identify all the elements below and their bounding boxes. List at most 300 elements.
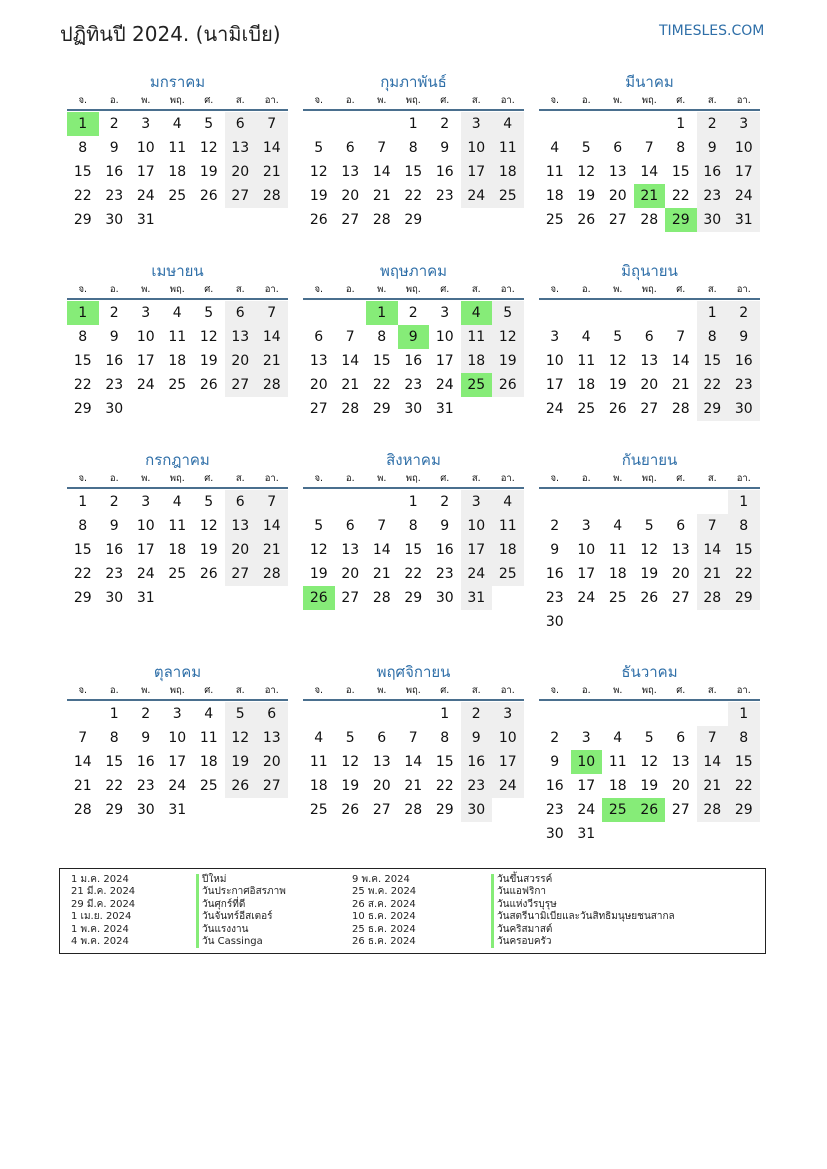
day-cell: 16 (105, 164, 124, 180)
day-cell: 10 (728, 136, 760, 160)
day-cell: 7 (697, 726, 729, 750)
empty-cell (366, 702, 398, 726)
day-cell: 12 (577, 164, 596, 180)
day-cell: 6 (225, 112, 257, 136)
day-cell: 1 (697, 301, 729, 325)
holiday-date: 1 พ.ค. 2024 (71, 923, 129, 935)
day-cell: 31 (461, 586, 493, 610)
empty-cell (634, 301, 666, 325)
day-cell: 25 (309, 802, 328, 818)
holiday-day-cell: 1 (67, 301, 99, 325)
day-cell: 3 (141, 494, 151, 510)
day-cell: 3 (581, 730, 591, 746)
day-cell: 18 (608, 566, 627, 582)
day-cell: 8 (728, 514, 760, 538)
holiday-date: 9 พ.ค. 2024 (352, 874, 410, 885)
day-cell: 16 (136, 754, 155, 770)
day-cell: 2 (728, 301, 760, 325)
day-cell: 2 (109, 305, 119, 321)
holiday-day-cell: 26 (303, 586, 335, 610)
day-cell: 4 (172, 116, 182, 132)
day-cell: 25 (168, 377, 187, 393)
day-cell: 21 (73, 778, 92, 794)
weekday-label: พ. (141, 95, 151, 106)
day-cell: 21 (256, 160, 288, 184)
day-cell: 22 (105, 778, 124, 794)
day-cell: 28 (256, 184, 288, 208)
day-cell: 21 (256, 349, 288, 373)
weekday-label: อา. (736, 284, 751, 295)
day-cell: 6 (225, 490, 257, 514)
day-cell: 2 (109, 116, 119, 132)
weekday-label: ส. (235, 284, 245, 295)
empty-cell (571, 112, 603, 136)
weekday-label: อ. (345, 473, 355, 484)
day-cell: 2 (109, 494, 119, 510)
empty-cell (602, 702, 634, 726)
weekday-label: ศ. (676, 284, 686, 295)
day-cell: 27 (309, 401, 328, 417)
weekday-label: พฤ. (405, 284, 421, 295)
month-block (303, 661, 524, 822)
month-name: ตุลาคม (153, 663, 202, 681)
day-cell: 4 (492, 112, 524, 136)
day-cell: 11 (168, 518, 187, 534)
day-cell: 9 (109, 329, 119, 345)
day-cell: 30 (461, 798, 493, 822)
day-cell: 9 (109, 518, 119, 534)
day-cell: 3 (728, 112, 760, 136)
day-cell: 6 (377, 730, 387, 746)
day-cell: 12 (608, 353, 627, 369)
day-cell: 30 (435, 590, 454, 606)
weekday-label: อ. (581, 95, 591, 106)
holiday-name: วันสตรีนามิเบียและวันสิทธิมนุษยชนสากล (497, 911, 675, 923)
day-cell: 1 (78, 494, 88, 510)
month-name: กันยายน (621, 451, 678, 469)
day-cell: 6 (644, 329, 654, 345)
day-cell: 26 (225, 774, 257, 798)
holiday-names-right (491, 874, 675, 948)
day-cell: 10 (168, 730, 187, 746)
empty-cell (366, 112, 398, 136)
day-cell: 17 (136, 353, 155, 369)
month-name: สิงหาคม (386, 451, 441, 469)
day-cell: 5 (225, 702, 257, 726)
month-block (67, 71, 288, 232)
day-cell: 11 (545, 164, 564, 180)
month-block (67, 449, 288, 610)
month-block (67, 260, 288, 421)
day-cell: 25 (545, 212, 564, 228)
weekday-header (303, 282, 524, 300)
holiday-date: 1 ม.ค. 2024 (71, 874, 129, 885)
day-cell: 20 (671, 566, 690, 582)
empty-cell (303, 490, 335, 514)
day-cell: 17 (728, 160, 760, 184)
holiday-name: วันแห่งวีรบุรุษ (497, 898, 557, 910)
weekday-label: อา. (264, 473, 279, 484)
day-cell: 12 (225, 726, 257, 750)
empty-cell (602, 112, 634, 136)
day-cell: 19 (309, 566, 328, 582)
day-cell: 29 (697, 397, 729, 421)
day-cell: 28 (671, 401, 690, 417)
day-cell: 20 (225, 160, 257, 184)
day-cell: 17 (461, 538, 493, 562)
holiday-day-cell: 9 (398, 325, 430, 349)
day-cell: 6 (345, 140, 355, 156)
day-cell: 18 (168, 542, 187, 558)
weekday-header (539, 471, 760, 489)
day-cell: 24 (492, 774, 524, 798)
day-cell: 5 (204, 116, 214, 132)
day-cell: 15 (372, 353, 391, 369)
day-cell: 27 (225, 373, 257, 397)
weekday-label: จ. (314, 284, 324, 295)
day-cell: 29 (73, 212, 92, 228)
day-cell: 13 (608, 164, 627, 180)
holiday-dates-right (352, 874, 416, 948)
day-cell: 5 (613, 329, 623, 345)
day-cell: 18 (168, 164, 187, 180)
holiday-day-cell: 1 (366, 301, 398, 325)
weekday-label: พฤ. (641, 95, 657, 106)
weekday-label: อ. (345, 685, 355, 696)
day-cell: 19 (225, 750, 257, 774)
day-cell: 6 (256, 702, 288, 726)
day-cell: 25 (199, 778, 218, 794)
day-cell: 19 (199, 353, 218, 369)
weekday-label: พ. (613, 473, 623, 484)
weekday-label: พฤ. (169, 685, 185, 696)
day-cell: 19 (199, 164, 218, 180)
holiday-date: 21 มี.ค. 2024 (71, 886, 136, 898)
day-cell: 14 (697, 538, 729, 562)
day-cell: 16 (461, 750, 493, 774)
day-cell: 3 (461, 490, 493, 514)
day-cell: 28 (372, 212, 391, 228)
day-cell: 7 (676, 329, 686, 345)
weekday-label: จ. (550, 95, 560, 106)
day-cell: 9 (440, 140, 450, 156)
day-cell: 30 (697, 208, 729, 232)
weekday-header (539, 93, 760, 111)
weekday-label: จ. (314, 95, 324, 106)
weekday-label: พ. (613, 95, 623, 106)
day-cell: 25 (608, 590, 627, 606)
day-cell: 29 (404, 212, 423, 228)
day-cell: 22 (404, 188, 423, 204)
month-block (539, 71, 760, 232)
day-cell: 10 (136, 518, 155, 534)
day-cell: 21 (697, 774, 729, 798)
empty-cell (67, 702, 99, 726)
day-cell: 6 (225, 301, 257, 325)
day-cell: 26 (341, 802, 360, 818)
day-cell: 4 (550, 140, 560, 156)
weekday-label: พฤ. (641, 284, 657, 295)
empty-cell (634, 490, 666, 514)
day-cell: 16 (105, 353, 124, 369)
day-cell: 10 (136, 140, 155, 156)
holiday-day-cell: 4 (461, 301, 493, 325)
day-cell: 16 (545, 778, 564, 794)
holiday-name: วันจันทร์อีสเตอร์ (202, 911, 273, 923)
weekday-label: ศ. (204, 473, 214, 484)
day-cell: 13 (225, 136, 257, 160)
day-cell: 24 (461, 184, 493, 208)
holiday-date: 26 ส.ค. 2024 (352, 898, 416, 910)
day-cell: 23 (728, 373, 760, 397)
holiday-names-left (196, 874, 286, 948)
day-cell: 28 (640, 212, 659, 228)
day-cell: 23 (435, 566, 454, 582)
day-cell: 20 (640, 377, 659, 393)
day-cell: 19 (199, 542, 218, 558)
day-cell: 2 (408, 305, 418, 321)
weekday-label: จ. (550, 473, 560, 484)
day-cell: 24 (461, 562, 493, 586)
day-cell: 14 (256, 325, 288, 349)
day-cell: 5 (581, 140, 591, 156)
weekday-header (303, 471, 524, 489)
day-cell: 4 (172, 494, 182, 510)
day-cell: 14 (640, 164, 659, 180)
day-cell: 30 (545, 614, 564, 630)
day-cell: 4 (581, 329, 591, 345)
site-link[interactable]: TIMESLES.COM (659, 23, 765, 39)
empty-cell (634, 702, 666, 726)
day-cell: 27 (640, 401, 659, 417)
day-cell: 31 (577, 826, 596, 842)
day-cell: 7 (408, 730, 418, 746)
weekday-label: ส. (471, 473, 481, 484)
day-cell: 23 (545, 802, 564, 818)
month-name: เมษายน (151, 262, 204, 280)
day-cell: 16 (105, 542, 124, 558)
holiday-day-cell: 10 (571, 750, 603, 774)
day-cell: 18 (461, 349, 493, 373)
day-cell: 19 (640, 778, 659, 794)
weekday-label: จ. (314, 685, 324, 696)
day-cell: 9 (550, 754, 560, 770)
day-cell: 7 (256, 112, 288, 136)
day-cell: 15 (73, 542, 92, 558)
weekday-label: ศ. (440, 284, 450, 295)
day-cell: 21 (256, 538, 288, 562)
weekday-label: อา. (264, 685, 279, 696)
day-cell: 29 (73, 590, 92, 606)
day-cell: 28 (697, 586, 729, 610)
day-cell: 20 (225, 349, 257, 373)
empty-cell (602, 301, 634, 325)
day-cell: 31 (168, 802, 187, 818)
holiday-name: วันแอฟริกา (497, 886, 547, 898)
holiday-day-cell: 1 (67, 112, 99, 136)
empty-cell (303, 301, 335, 325)
empty-cell (602, 490, 634, 514)
weekday-label: จ. (550, 284, 560, 295)
day-cell: 24 (168, 778, 187, 794)
weekday-label: ศ. (440, 685, 450, 696)
weekday-header (303, 683, 524, 701)
day-cell: 29 (372, 401, 391, 417)
weekday-label: พฤ. (169, 473, 185, 484)
empty-cell (398, 702, 430, 726)
day-cell: 2 (550, 518, 560, 534)
day-cell: 3 (141, 305, 151, 321)
day-cell: 23 (105, 377, 124, 393)
month-name: ธันวาคม (621, 663, 678, 681)
day-cell: 12 (199, 518, 218, 534)
day-cell: 14 (671, 353, 690, 369)
weekday-label: อ. (109, 473, 119, 484)
day-cell: 5 (314, 518, 324, 534)
day-cell: 11 (608, 754, 627, 770)
day-cell: 1 (109, 706, 119, 722)
holiday-name: วันครอบครัว (497, 935, 552, 947)
weekday-label: ศ. (204, 685, 214, 696)
weekday-label: อา. (264, 95, 279, 106)
day-cell: 9 (440, 518, 450, 534)
day-cell: 1 (408, 494, 418, 510)
day-cell: 19 (492, 349, 524, 373)
day-cell: 24 (136, 188, 155, 204)
day-cell: 27 (671, 802, 690, 818)
day-cell: 30 (136, 802, 155, 818)
day-cell: 7 (697, 514, 729, 538)
day-cell: 13 (671, 754, 690, 770)
day-grid (539, 112, 760, 232)
day-cell: 27 (225, 562, 257, 586)
day-cell: 17 (577, 566, 596, 582)
day-cell: 3 (461, 112, 493, 136)
day-cell: 1 (440, 706, 450, 722)
empty-cell (697, 702, 729, 726)
day-cell: 26 (577, 212, 596, 228)
day-cell: 21 (341, 377, 360, 393)
day-cell: 7 (644, 140, 654, 156)
month-block (303, 449, 524, 610)
day-grid (67, 301, 288, 421)
weekday-label: พฤ. (641, 473, 657, 484)
holiday-date: 29 มี.ค. 2024 (71, 898, 136, 910)
weekday-label: จ. (78, 685, 88, 696)
day-cell: 11 (309, 754, 328, 770)
holiday-name: วัน Cassinga (202, 935, 263, 947)
day-cell: 7 (377, 518, 387, 534)
month-block (303, 260, 524, 421)
weekday-label: อา. (736, 95, 751, 106)
day-cell: 14 (372, 164, 391, 180)
day-cell: 27 (372, 802, 391, 818)
weekday-label: ส. (235, 473, 245, 484)
day-grid (67, 702, 288, 822)
weekday-label: พ. (141, 473, 151, 484)
day-grid (539, 301, 760, 421)
day-cell: 18 (545, 188, 564, 204)
weekday-label: ศ. (676, 473, 686, 484)
day-cell: 28 (73, 802, 92, 818)
day-cell: 3 (141, 116, 151, 132)
day-cell: 5 (644, 730, 654, 746)
day-cell: 31 (136, 590, 155, 606)
weekday-label: ส. (471, 284, 481, 295)
day-cell: 27 (256, 774, 288, 798)
day-cell: 16 (435, 542, 454, 558)
weekday-label: จ. (550, 685, 560, 696)
weekday-label: อ. (109, 685, 119, 696)
holiday-day-cell: 21 (634, 184, 666, 208)
month-block (539, 449, 760, 634)
day-cell: 17 (136, 542, 155, 558)
day-cell: 19 (608, 377, 627, 393)
weekday-label: อา. (500, 685, 515, 696)
day-cell: 7 (256, 490, 288, 514)
holiday-name: วันคริสมาสต์ (497, 923, 553, 935)
day-cell: 4 (613, 518, 623, 534)
day-cell: 30 (105, 212, 124, 228)
day-cell: 12 (640, 542, 659, 558)
day-cell: 23 (105, 188, 124, 204)
holiday-name: วันศุกร์ที่ดี (202, 898, 246, 910)
day-cell: 11 (577, 353, 596, 369)
day-cell: 11 (168, 140, 187, 156)
weekday-label: อา. (500, 473, 515, 484)
day-cell: 20 (309, 377, 328, 393)
day-cell: 13 (341, 164, 360, 180)
holiday-list (59, 868, 766, 954)
day-cell: 23 (545, 590, 564, 606)
day-cell: 3 (492, 702, 524, 726)
day-cell: 10 (461, 136, 493, 160)
weekday-label: อา. (736, 473, 751, 484)
day-cell: 11 (461, 325, 493, 349)
day-cell: 22 (73, 188, 92, 204)
day-cell: 17 (492, 750, 524, 774)
holiday-name: วันประกาศอิสรภาพ (202, 886, 286, 898)
day-cell: 15 (404, 164, 423, 180)
day-cell: 26 (492, 373, 524, 397)
weekday-label: พฤ. (641, 685, 657, 696)
day-cell: 8 (676, 140, 686, 156)
holiday-dates-left (71, 874, 135, 948)
day-cell: 21 (671, 377, 690, 393)
day-cell: 15 (105, 754, 124, 770)
weekday-label: พฤ. (169, 284, 185, 295)
day-cell: 7 (78, 730, 88, 746)
day-cell: 7 (345, 329, 355, 345)
day-cell: 28 (256, 562, 288, 586)
day-cell: 17 (136, 164, 155, 180)
day-cell: 25 (492, 562, 524, 586)
day-cell: 5 (345, 730, 355, 746)
day-cell: 5 (204, 305, 214, 321)
day-cell: 28 (256, 373, 288, 397)
day-cell: 15 (73, 353, 92, 369)
day-cell: 19 (341, 778, 360, 794)
day-cell: 20 (608, 188, 627, 204)
empty-cell (335, 112, 367, 136)
month-name: กุมภาพันธ์ (380, 73, 447, 91)
weekday-label: ศ. (204, 284, 214, 295)
weekday-label: พ. (613, 284, 623, 295)
day-cell: 2 (550, 730, 560, 746)
day-cell: 30 (728, 397, 760, 421)
empty-cell (571, 702, 603, 726)
day-cell: 15 (728, 538, 760, 562)
